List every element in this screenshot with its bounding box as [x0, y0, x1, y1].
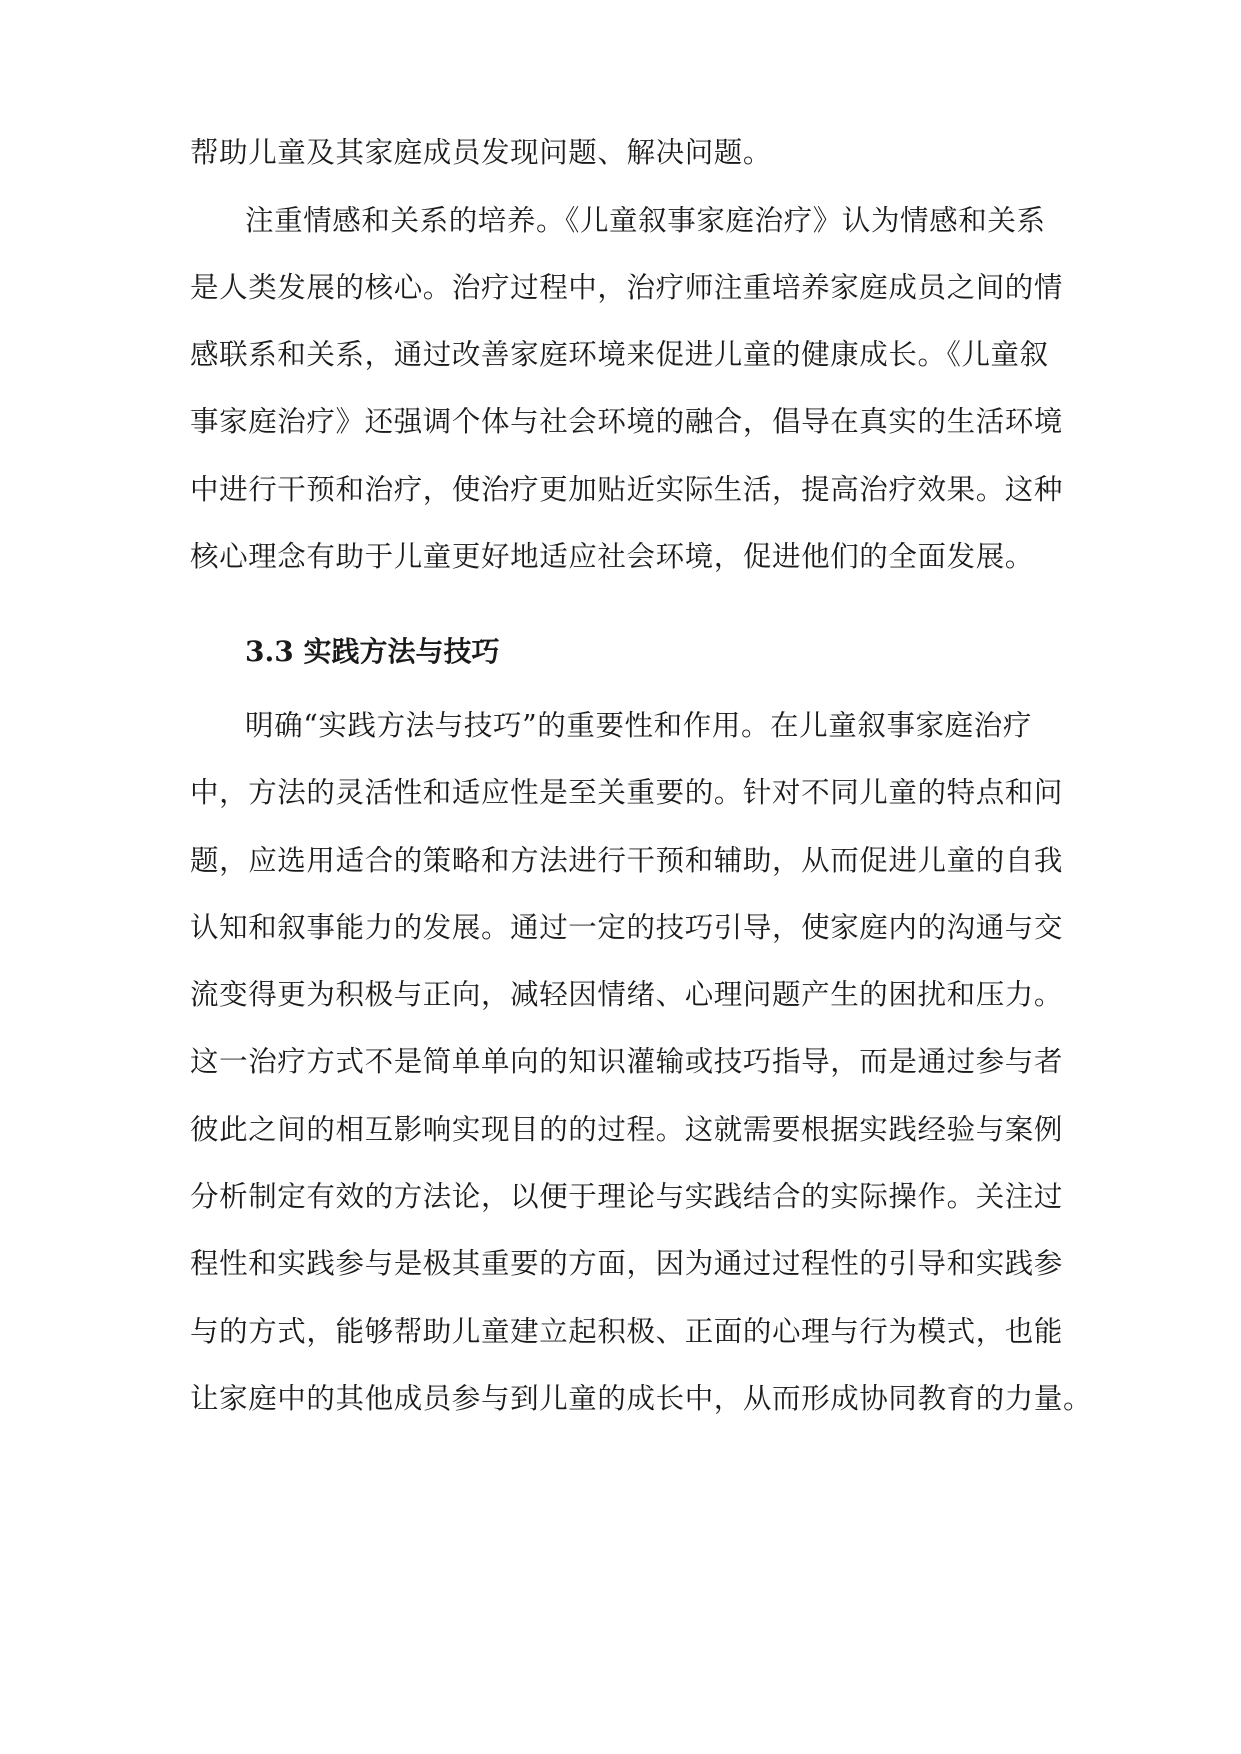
paragraph-line: 核心理念有助于儿童更好地适应社会环境，促进他们的全面发展。	[190, 540, 1034, 573]
paragraph-line: 与的方式，能够帮助儿童建立起积极、正面的心理与行为模式，也能	[190, 1315, 1064, 1348]
paragraph-line: 帮助儿童及其家庭成员发现问题、解决问题。	[190, 136, 773, 169]
paragraph-line: 中进行干预和治疗，使治疗更加贴近实际生活，提高治疗效果。这种	[190, 473, 1064, 506]
paragraph-line: 这一治疗方式不是简单单向的知识灌输或技巧指导，而是通过参与者	[190, 1045, 1064, 1078]
paragraph-line: 让家庭中的其他成员参与到儿童的成长中，从而形成协同教育的力量。	[190, 1382, 1093, 1415]
paragraph-line: 认知和叙事能力的发展。通过一定的技巧引导，使家庭内的沟通与交	[190, 911, 1064, 944]
paragraph-line: 程性和实践参与是极其重要的方面，因为通过过程性的引导和实践参	[190, 1247, 1064, 1280]
paragraph-line: 感联系和关系，通过改善家庭环境来促进儿童的健康成长。《儿童叙	[190, 338, 1049, 371]
paragraph-line: 事家庭治疗》还强调个体与社会环境的融合，倡导在真实的生活环境	[190, 405, 1064, 438]
paragraph-line: 中，方法的灵活性和适应性是至关重要的。针对不同儿童的特点和问	[190, 776, 1064, 809]
paragraph-line: 是人类发展的核心。治疗过程中，治疗师注重培养家庭成员之间的情	[190, 271, 1064, 304]
paragraph-line: 彼此之间的相互影响实现目的的过程。这就需要根据实践经验与案例	[190, 1113, 1064, 1146]
paragraph-line: 注重情感和关系的培养。《儿童叙事家庭治疗》认为情感和关系	[245, 204, 1046, 237]
paragraph-line: 明确“实践方法与技巧”的重要性和作用。在儿童叙事家庭治疗	[245, 709, 1032, 742]
paragraph-line: 流变得更为积极与正向，减轻因情绪、心理问题产生的困扰和压力。	[190, 978, 1064, 1011]
paragraph-line: 题，应选用适合的策略和方法进行干预和辅助，从而促进儿童的自我	[190, 844, 1064, 877]
paragraph-line: 分析制定有效的方法论，以便于理论与实践结合的实际操作。关注过	[190, 1180, 1064, 1213]
section-heading: 3.3 实践方法与技巧	[245, 635, 500, 668]
